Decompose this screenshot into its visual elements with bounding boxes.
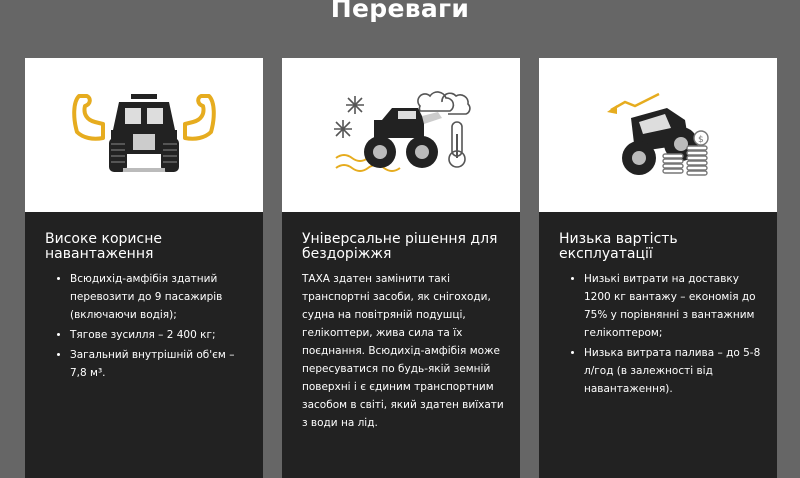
low-cost-vehicle-icon	[539, 58, 777, 212]
list-item: • Низькі витрати на доставку 1200 кг вантажу – економія до 75% у порівнянні з вантажним гелікоптером;	[584, 270, 763, 342]
card-description: ТАХА здатен замінити такі транспортні засоби, як снігоходи, судна на повітряній подушці, гелікоптери, жива сила та їх поєднання. Всюдихід-амфібія може пересуватися по будь-якій земній поверхні і є єдиним транспортним засобом в світі, який здатен виїхати з води на лід.	[302, 273, 504, 429]
list-item: • Тягове зусилля – 2 400 кг;	[70, 326, 249, 344]
card-title: Низька вартість експлуатації	[559, 231, 678, 262]
list-item: • Низька витрата палива – до 5-8 л/год (в залежності від навантаження).	[584, 344, 763, 398]
flexing-vehicle-icon	[25, 58, 263, 212]
card-feature-list	[45, 270, 249, 382]
advantage-card-universal	[282, 58, 520, 478]
advantage-card-payload	[25, 58, 263, 478]
card-image	[282, 58, 520, 212]
list-item: • Загальний внутрішній об'єм – 7,8 м³.	[70, 346, 249, 382]
card-title: Універсальне рішення для бездоріжжя	[302, 231, 498, 262]
advantage-card-low-cost	[539, 58, 777, 478]
section-title: Переваги	[330, 0, 470, 23]
list-item: • Всюдихід-амфібія здатний перевозити до 9 пасажирів (включаючи водія);	[70, 270, 249, 324]
card-title: Високе корисне навантаження	[45, 231, 162, 262]
card-image	[539, 58, 777, 212]
svg-text:$: $	[698, 135, 704, 145]
card-feature-list	[559, 270, 763, 398]
all-weather-vehicle-icon	[282, 58, 520, 212]
card-image	[25, 58, 263, 212]
